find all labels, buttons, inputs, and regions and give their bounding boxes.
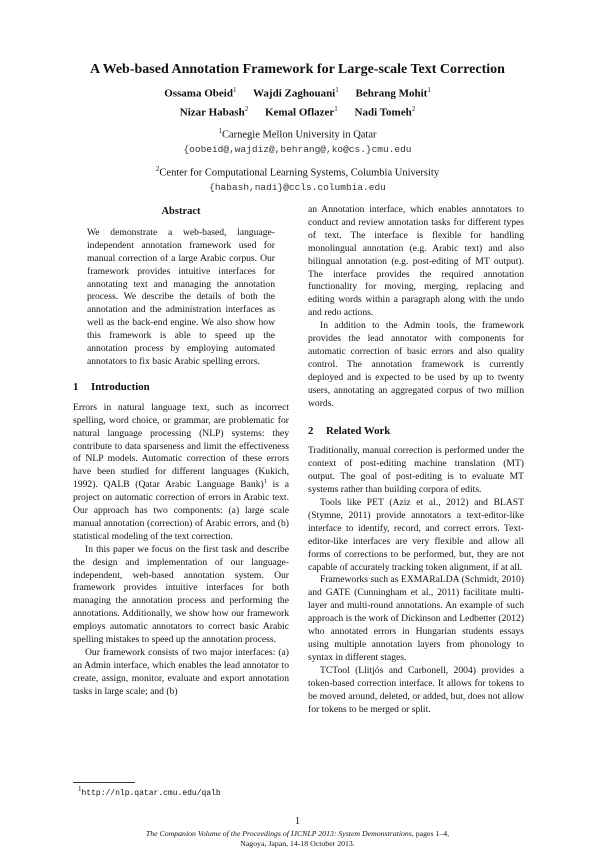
- affiliation-2: [0, 162, 595, 195]
- affiliation-email: {habash,nadi}@ccls.columbia.edu: [0, 181, 595, 195]
- paragraph-text: Errors in natural language text, such as incorrect spelling, word choice, or grammar, are problematic for natural language processing (NLP) systems: they contribute to data sparseness and limit the effectiveness of NLP models. Automatic correction of these errors have been studied for different languages (Kukich, 1992). QALB (Qatar Arabic Language Bank): [73, 402, 289, 490]
- author-name: Behrang Mohit: [356, 88, 428, 100]
- author-affiliation-mark: 2: [412, 105, 416, 113]
- author-affiliation-mark: 1: [427, 86, 431, 94]
- abstract-heading: Abstract: [73, 206, 289, 219]
- author-name: Kemal Oflazer: [265, 106, 334, 118]
- author-affiliation-mark: 2: [245, 105, 249, 113]
- affiliation-name: Center for Computational Learning Systems, Columbia University: [159, 168, 439, 179]
- left-column: [73, 204, 289, 699]
- page-number: 1: [0, 816, 595, 827]
- section-title: Introduction: [91, 381, 150, 393]
- right-column: [308, 204, 524, 716]
- author-affiliation-mark: 1: [233, 86, 237, 94]
- paragraph: an Annotation interface, which enables annotators to conduct and review annotation tasks for different types of text. The interface is flexible for handling monolingual annotation (e.g. Arabic text) and also bilingual annotation (e.g. post-editing of MT output). The interface provides the required annotation functionality for moving, merging, replacing and editing words within a paragraph along with the undo and redo actions.: [308, 204, 524, 320]
- author-affiliation-mark: 1: [334, 105, 338, 113]
- affiliation-email: {oobeid@,wajdiz@,behrang@,ko@cs.}cmu.edu: [0, 143, 595, 157]
- paragraph: Tools like PET (Aziz et al., 2012) and BLAST (Stymne, 2011) provide annotators a text-editor-like interface to identify, record, and correct errors. Text-editor-like interfaces are very flexible and allow all forms of corrections to be performed, but, they are not capable of accurately tracking token alignment, if at all.: [308, 497, 524, 574]
- section-number: 2: [308, 425, 326, 438]
- paragraph: [73, 402, 289, 544]
- paragraph-text: is a project on automatic correction of errors in Arabic text. Our approach has two components: (a) large scale manual annotation (correction) of Arabic errors, and (b) statistical modeling of the text correction.: [73, 479, 289, 542]
- paragraph: In this paper we focus on the first task and describe the design and implementation of our language-independent, web-based annotation system. Our framework provides intuitive interfaces for both managing the annotation process and performing the annotations. Additionally, we show how our framework employs automatic annotators to correct basic Arabic spelling mistakes to speed up the annotation process.: [73, 544, 289, 647]
- venue-footer: [0, 829, 595, 848]
- paragraph: Frameworks such as EXMARaLDA (Schmidt, 2010) and GATE (Cunningham et al., 2011) facilitate multi-layer and multi-round annotations. An example of such approach is the work of Dickinson and Ledbetter (2012) who annotated errors in Hungarian students essays using multiple annotation layers from phonology to syntax in different stages.: [308, 574, 524, 664]
- section-heading-related-work: [308, 425, 524, 438]
- author-line-1: [0, 83, 595, 102]
- author-name: Ossama Obeid: [164, 88, 233, 100]
- paragraph: Our framework consists of two major interfaces: (a) an Admin interface, which enables the lead annotator to create, assign, monitor, evaluate and export annotation tasks in large scale; and (b): [73, 647, 289, 699]
- abstract-text: We demonstrate a web-based, language-independent annotation framework used for manual correction of a large Arabic corpus. Our framework provides intuitive interfaces for annotating text and managing the annotation process. We describe the details of both the annotation and the administration interfaces as well as the back-end engine. We also show how this framework is able to speed up the annotation process by employing automated annotators to fix basic Arabic spelling errors.: [87, 227, 275, 369]
- paragraph: In addition to the Admin tools, the framework provides the lead annotator with components for automatic correction of basic errors and also quality control. The annotation framework is currently deployed and is expected to be used by up to twenty users, annotating an aggregated corpus of two million words.: [308, 320, 524, 410]
- section-heading-introduction: [73, 381, 289, 394]
- author-list: [0, 83, 595, 120]
- author-affiliation-mark: 1: [335, 86, 339, 94]
- paragraph: Traditionally, manual correction is performed under the context of post-editing machine translation (MT) output. The goal of post-editing is to evaluate MT systems rather than building corpora of edits.: [308, 445, 524, 497]
- footnote-marker: 1: [264, 478, 267, 485]
- paragraph: TCTool (Llitjós and Carbonell, 2004) provides a token-based correction interface. It allows for tokens to be moved around, deleted, or added, but, does not allow for tokens to be merged or split.: [308, 665, 524, 717]
- venue-proceedings: The Companion Volume of the Proceedings of IJCNLP 2013: System Demonstrations: [146, 829, 412, 838]
- venue-location-date: Nagoya, Japan, 14-18 October 2013.: [0, 839, 595, 848]
- footnote-url[interactable]: http://nlp.qatar.cmu.edu/qalb: [82, 789, 221, 798]
- footnote-divider: [73, 782, 135, 783]
- venue-pages: , pages 1–4,: [412, 829, 449, 838]
- author-name: Nadi Tomeh: [355, 106, 412, 118]
- affiliation-mark: 2: [156, 165, 160, 173]
- affiliation-1: [0, 124, 595, 157]
- affiliation-name: Carnegie Mellon University in Qatar: [222, 130, 377, 141]
- section-title: Related Work: [326, 425, 390, 437]
- section-number: 1: [73, 381, 91, 394]
- footnote: [78, 784, 221, 799]
- footnote-mark: 1: [78, 785, 82, 793]
- affiliation-mark: 1: [218, 127, 222, 135]
- paper-title: A Web-based Annotation Framework for Large-scale Text Correction: [0, 62, 595, 78]
- author-name: Wajdi Zaghouani: [253, 88, 335, 100]
- author-line-2: [0, 102, 595, 121]
- author-name: Nizar Habash: [180, 106, 245, 118]
